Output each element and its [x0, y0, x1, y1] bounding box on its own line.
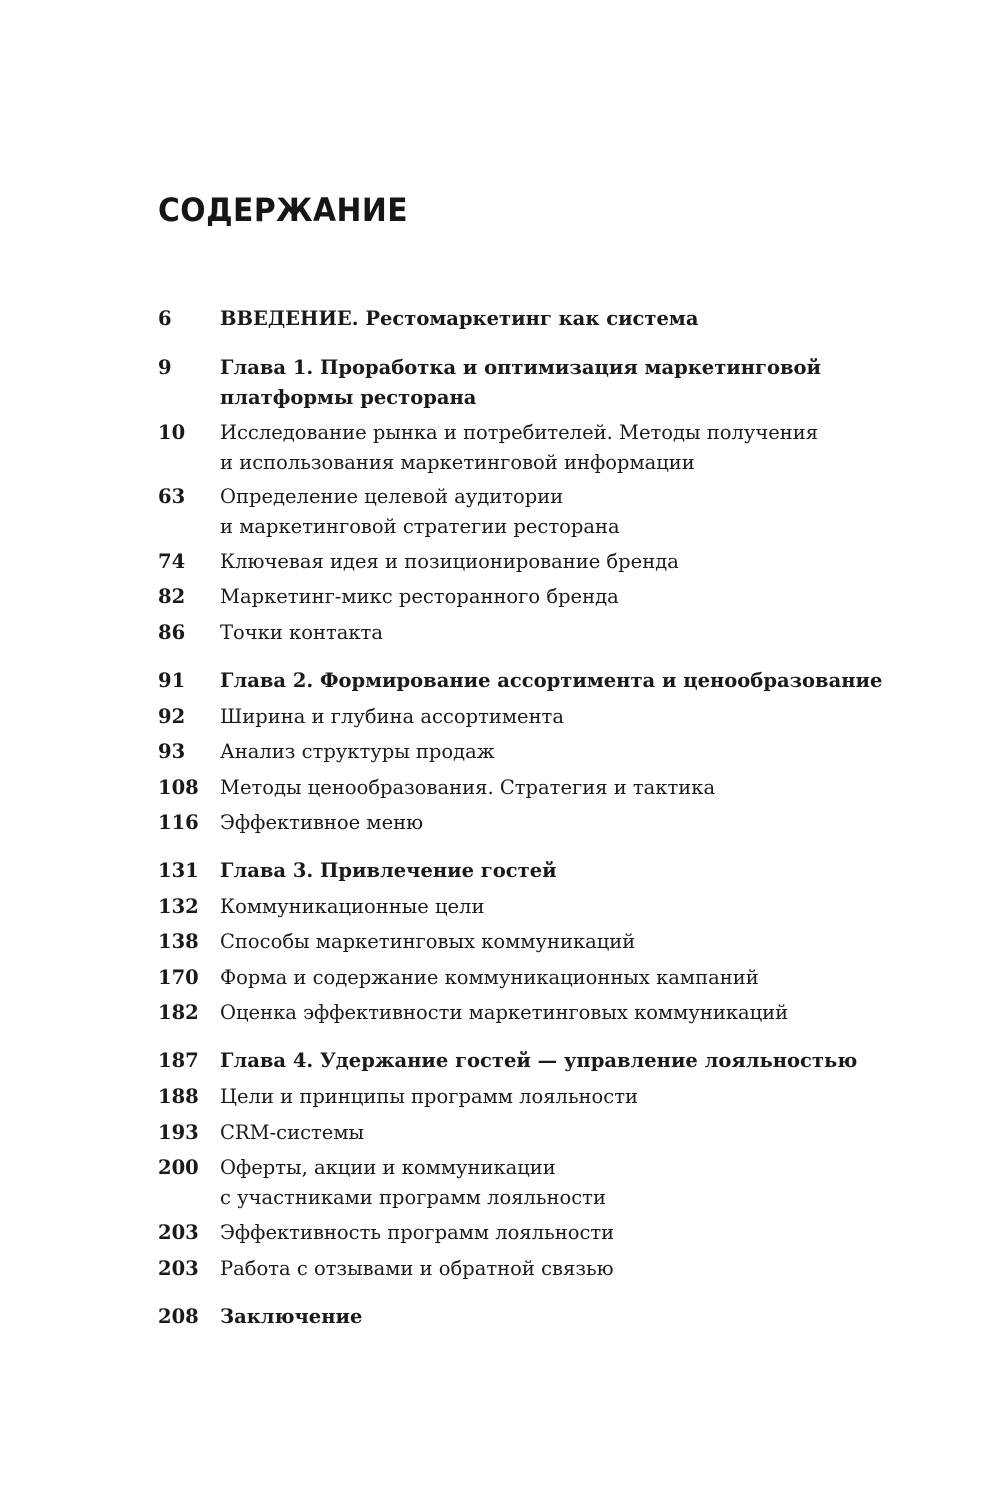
toc-entry-title-line: ВВЕДЕНИЕ. Рестомаркетинг как система — [220, 307, 699, 330]
toc-page-number: 10 — [158, 421, 186, 444]
toc-entry-title — [220, 963, 920, 993]
toc-entry-title — [220, 353, 920, 413]
toc-entry-title-line: Анализ структуры продаж — [220, 740, 495, 763]
toc-entry-title — [220, 1118, 920, 1148]
toc-page-number: 203 — [158, 1221, 199, 1244]
toc-page-number: 138 — [158, 930, 199, 953]
toc-page-number: 193 — [158, 1121, 199, 1144]
toc-page-number: 9 — [158, 356, 172, 379]
toc-entry-title-line: Точки контакта — [220, 621, 383, 644]
toc-entry-title — [220, 702, 920, 732]
toc-entry-title-line: и использования маркетинговой информации — [220, 451, 695, 474]
toc-page-number: 74 — [158, 550, 186, 573]
toc-entry-title-line: Форма и содержание коммуникационных кампаний — [220, 966, 759, 989]
toc-page-number: 132 — [158, 895, 199, 918]
toc-entry-title-line: Заключение — [220, 1305, 363, 1328]
toc-entry-title-line: Ширина и глубина ассортимента — [220, 705, 564, 728]
toc-entry-title-line: Глава 4. Удержание гостей — управление лояльностью — [220, 1049, 858, 1072]
toc-page-number: 182 — [158, 1001, 199, 1024]
toc-entry-title-line: Маркетинг-микс ресторанного бренда — [220, 585, 619, 608]
toc-entry-title-line: Коммуникационные цели — [220, 895, 485, 918]
toc-entry-title-line: Определение целевой аудитории — [220, 485, 564, 508]
toc-entry-title — [220, 856, 920, 886]
toc-page-number: 91 — [158, 669, 186, 692]
toc-entry-title-line: Способы маркетинговых коммуникаций — [220, 930, 636, 953]
toc-page-number: 200 — [158, 1156, 199, 1179]
toc-page-number: 208 — [158, 1305, 199, 1328]
toc-entry-title — [220, 737, 920, 767]
toc-entry-title — [220, 892, 920, 922]
toc-entry-title-line: платформы ресторана — [220, 386, 477, 409]
toc-entry-title — [220, 998, 920, 1028]
toc-entry-title-line: Оценка эффективности маркетинговых коммуникаций — [220, 1001, 789, 1024]
toc-entry-title-line: Глава 2. Формирование ассортимента и ценообразование — [220, 669, 883, 692]
toc-entry-title — [220, 618, 920, 648]
toc-page-number: 82 — [158, 585, 186, 608]
toc-entry-title-line: Глава 3. Привлечение гостей — [220, 859, 557, 882]
toc-entry-title-line: Работа с отзывами и обратной связью — [220, 1257, 614, 1280]
toc-entry-title — [220, 482, 920, 542]
toc-entry-title — [220, 1082, 920, 1112]
toc-entry-title — [220, 304, 920, 334]
toc-entry-title — [220, 808, 920, 838]
toc-entry-title-line: Оферты, акции и коммуникации — [220, 1156, 556, 1179]
toc-entry-title-line: с участниками программ лояльности — [220, 1186, 606, 1209]
toc-entry-title-line: Ключевая идея и позиционирование бренда — [220, 550, 679, 573]
toc-page-number: 92 — [158, 705, 186, 728]
toc-page-number: 170 — [158, 966, 199, 989]
toc-entry-title — [220, 1046, 920, 1076]
toc-page-number: 108 — [158, 776, 199, 799]
toc-entry-title — [220, 927, 920, 957]
toc-entry-title — [220, 1153, 920, 1213]
page-title: СОДЕРЖАНИЕ — [158, 191, 409, 229]
toc-page-number: 63 — [158, 485, 186, 508]
toc-entry-title-line: Эффективное меню — [220, 811, 424, 834]
toc-entry-title — [220, 1302, 920, 1332]
toc-page-number: 86 — [158, 621, 186, 644]
toc-entry-title-line: CRM-системы — [220, 1121, 365, 1144]
toc-entry-title-line: Цели и принципы программ лояльности — [220, 1085, 639, 1108]
toc-entry-title-line: Методы ценообразования. Стратегия и тактика — [220, 776, 716, 799]
toc-entry-title — [220, 547, 920, 577]
toc-page-number: 203 — [158, 1257, 199, 1280]
toc-entry-title — [220, 773, 920, 803]
toc-entry-title-line: и маркетинговой стратегии ресторана — [220, 515, 620, 538]
toc-entry-title — [220, 582, 920, 612]
toc-entry-title — [220, 1254, 920, 1284]
toc-page-number: 116 — [158, 811, 199, 834]
toc-entry-title-line: Глава 1. Проработка и оптимизация маркетинговой — [220, 356, 822, 379]
toc-entry-title — [220, 666, 920, 696]
toc-entry-title — [220, 1218, 920, 1248]
toc-entry-title-line: Эффективность программ лояльности — [220, 1221, 615, 1244]
toc-page-number: 131 — [158, 859, 199, 882]
toc-page-number: 187 — [158, 1049, 199, 1072]
toc-entry-title-line: Исследование рынка и потребителей. Методы получения — [220, 421, 819, 444]
toc-entry-title — [220, 418, 920, 478]
toc-page-number: 6 — [158, 307, 172, 330]
toc-page-number: 188 — [158, 1085, 199, 1108]
toc-page-number: 93 — [158, 740, 186, 763]
